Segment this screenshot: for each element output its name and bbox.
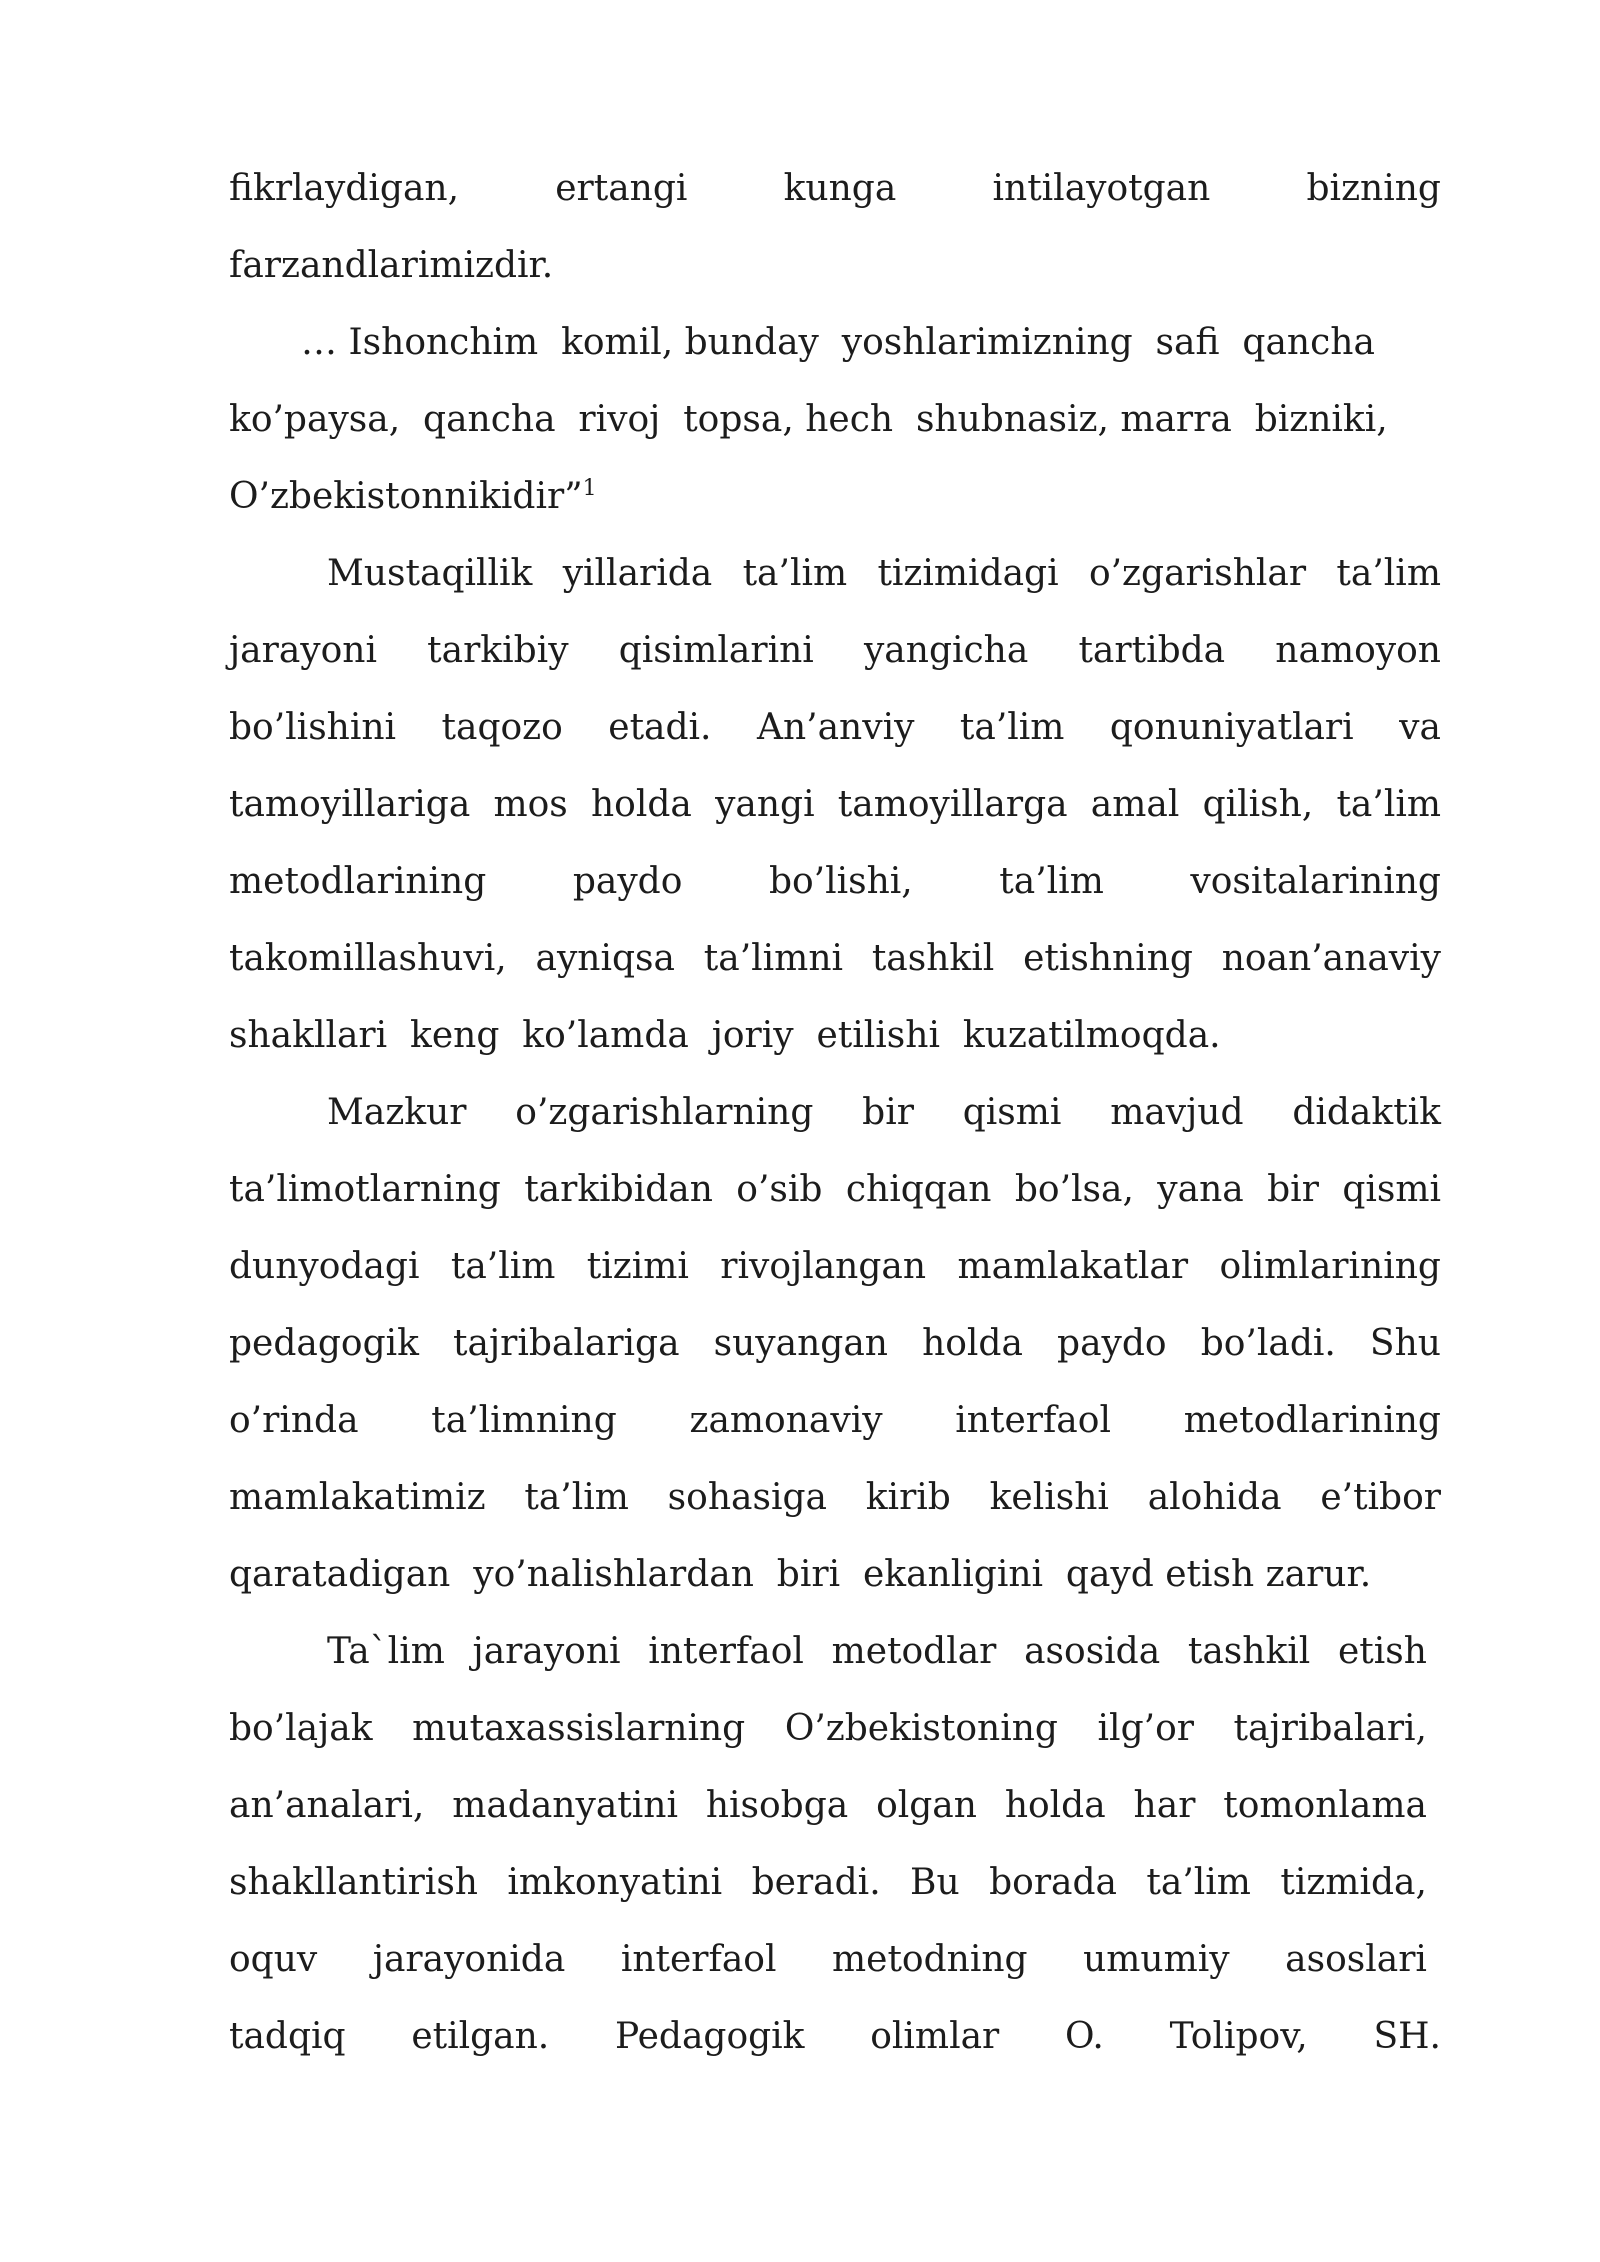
word: paydo	[572, 861, 683, 902]
word: har	[1133, 1785, 1196, 1826]
word: namoyon	[1275, 630, 1441, 671]
word: hisobga	[705, 1785, 849, 1826]
word: ta’limotlarning	[229, 1169, 501, 1210]
word: ta’lim	[1146, 1862, 1251, 1903]
line-text: qaratadigan yo’nalishlardan biri ekanligini qayd etish zarur.	[229, 1554, 1372, 1595]
word: holda	[590, 784, 692, 825]
word: ayniqsa	[535, 938, 675, 979]
word: tamoyillarga	[837, 784, 1068, 825]
word: asoslari	[1285, 1939, 1427, 1980]
text-line	[229, 1921, 1441, 1998]
word: fikrlaydigan,	[229, 168, 460, 209]
line-text: … Ishonchim komil, bunday yoshlarimizning safi qancha	[301, 322, 1375, 363]
text-line	[229, 997, 1441, 1074]
word: interfaol	[955, 1400, 1111, 1441]
word: SH.	[1373, 2016, 1441, 2057]
word: amal	[1090, 784, 1180, 825]
text-line	[229, 535, 1441, 612]
word: qonuniyatlari	[1109, 707, 1354, 748]
word: tashkil	[871, 938, 995, 979]
text-line	[229, 1459, 1441, 1536]
word: olimlar	[870, 2016, 1000, 2057]
text-line	[229, 381, 1441, 458]
word: etish	[1338, 1631, 1427, 1672]
text-line	[229, 843, 1441, 920]
word: O’zbekistoning	[784, 1708, 1058, 1749]
word: tartibda	[1078, 630, 1226, 671]
word: yillarida	[562, 553, 713, 594]
word: bo’ladi.	[1200, 1323, 1336, 1364]
text-line	[229, 1690, 1441, 1767]
word: metodlar	[831, 1631, 997, 1672]
text-line	[229, 1613, 1441, 1690]
word: interfaol	[620, 1939, 777, 1980]
word: vositalarining	[1190, 861, 1441, 902]
word: rivojlangan	[720, 1246, 927, 1287]
word: chiqqan	[845, 1169, 992, 1210]
word: bo’lishi,	[768, 861, 913, 902]
word: yangi	[715, 784, 815, 825]
word: qismi	[962, 1092, 1062, 1133]
word: madanyatini	[452, 1785, 678, 1826]
text-line	[229, 1305, 1441, 1382]
word: o’zgarishlarning	[515, 1092, 814, 1133]
word: ta’lim	[1336, 784, 1441, 825]
footnote-marker: 1	[582, 476, 597, 501]
text-line	[229, 150, 1441, 227]
word: yangicha	[863, 630, 1029, 671]
word: ta’lim	[524, 1477, 629, 1518]
word: pedagogik	[229, 1323, 419, 1364]
word: suyangan	[713, 1323, 888, 1364]
word: ta’limning	[431, 1400, 617, 1441]
text-line	[229, 1844, 1441, 1921]
word: Pedagogik	[614, 2016, 805, 2057]
word: kunga	[783, 168, 897, 209]
word: tizimidagi	[877, 553, 1059, 594]
word: Bu	[910, 1862, 960, 1903]
word: ta’limni	[703, 938, 844, 979]
line-text: farzandlarimizdir.	[229, 245, 554, 286]
word: e’tibor	[1320, 1477, 1441, 1518]
word: ta’lim	[959, 707, 1065, 748]
word: dunyodagi	[229, 1246, 420, 1287]
text-line	[229, 689, 1441, 766]
word: tarkibidan	[524, 1169, 713, 1210]
word: shakllantirish	[229, 1862, 478, 1903]
document-page	[229, 150, 1441, 2075]
word: o’zgarishlar	[1088, 553, 1307, 594]
word: olimlarining	[1219, 1246, 1441, 1287]
text-line	[229, 1151, 1441, 1228]
word: metodlarining	[229, 861, 487, 902]
word: tizmida,	[1280, 1862, 1427, 1903]
text-line	[229, 920, 1441, 997]
word: Ta`lim	[327, 1631, 445, 1672]
word: Shu	[1369, 1323, 1441, 1364]
word: bir	[1267, 1169, 1319, 1210]
word: holda	[1004, 1785, 1106, 1826]
word: interfaol	[648, 1631, 804, 1672]
word: tarkibiy	[427, 630, 569, 671]
word: an’analari,	[229, 1785, 425, 1826]
word: asosida	[1024, 1631, 1161, 1672]
word: tamoyillariga	[229, 784, 471, 825]
word: bizning	[1306, 168, 1441, 209]
word: tajribalariga	[453, 1323, 680, 1364]
word: mavjud	[1110, 1092, 1244, 1133]
word: mamlakatimiz	[229, 1477, 486, 1518]
word: metodning	[832, 1939, 1028, 1980]
text-line	[229, 1074, 1441, 1151]
word: Mustaqillik	[327, 553, 533, 594]
word: ta’lim	[1336, 553, 1441, 594]
word: etilgan.	[411, 2016, 550, 2057]
line-text: O’zbekistonnikidir”	[229, 476, 583, 517]
line-text: shakllari keng ko’lamda joriy etilishi kuzatilmoqda.	[229, 1015, 1221, 1056]
word: tadqiq	[229, 2016, 346, 2057]
text-line	[229, 1382, 1441, 1459]
word: etishning	[1023, 938, 1193, 979]
word: takomillashuvi,	[229, 938, 507, 979]
word: mamlakatlar	[957, 1246, 1189, 1287]
word: qilish,	[1202, 784, 1314, 825]
word: ta’lim	[999, 861, 1104, 902]
word: ertangi	[555, 168, 688, 209]
word: ta’lim	[450, 1246, 556, 1287]
word: zamonaviy	[689, 1400, 883, 1441]
word: va	[1399, 707, 1441, 748]
word: bir	[862, 1092, 914, 1133]
line-text: ko’paysa, qancha rivoj topsa, hech shubnasiz, marra bizniki,	[229, 399, 1388, 440]
word: intilayotgan	[992, 168, 1211, 209]
word: kirib	[865, 1477, 951, 1518]
word: yana	[1157, 1169, 1244, 1210]
word: O.	[1065, 2016, 1104, 2057]
word: o’sib	[736, 1169, 823, 1210]
text-line	[229, 304, 1441, 381]
text-line	[229, 1767, 1441, 1844]
word: qismi	[1342, 1169, 1441, 1210]
word: tizimi	[586, 1246, 689, 1287]
word: ilg’or	[1097, 1708, 1194, 1749]
word: tashkil	[1187, 1631, 1311, 1672]
word: bo’lajak	[229, 1708, 373, 1749]
text-line	[229, 766, 1441, 843]
text-line	[229, 458, 1441, 535]
word: mutaxassislarning	[412, 1708, 746, 1749]
word: jarayoni	[229, 630, 378, 671]
word: tomonlama	[1223, 1785, 1427, 1826]
word: beradi.	[751, 1862, 881, 1903]
word: jarayonida	[372, 1939, 566, 1980]
word: alohida	[1147, 1477, 1282, 1518]
word: paydo	[1057, 1323, 1167, 1364]
word: mos	[493, 784, 568, 825]
word: ta’lim	[742, 553, 848, 594]
word: kelishi	[989, 1477, 1109, 1518]
word: sohasiga	[667, 1477, 827, 1518]
text-line	[229, 1228, 1441, 1305]
word: didaktik	[1292, 1092, 1441, 1133]
word: olgan	[876, 1785, 977, 1826]
text-line	[229, 612, 1441, 689]
word: taqozo	[441, 707, 563, 748]
word: noan’anaviy	[1221, 938, 1441, 979]
word: Mazkur	[327, 1092, 467, 1133]
word: An’anviy	[756, 707, 915, 748]
word: umumiy	[1083, 1939, 1230, 1980]
word: bo’lishini	[229, 707, 397, 748]
word: oquv	[229, 1939, 318, 1980]
word: etadi.	[608, 707, 712, 748]
text-line	[229, 227, 1441, 304]
word: metodlarining	[1183, 1400, 1441, 1441]
word: imkonyatini	[507, 1862, 723, 1903]
word: qisimlarini	[618, 630, 814, 671]
word: jarayoni	[472, 1631, 621, 1672]
word: tajribalari,	[1233, 1708, 1427, 1749]
text-line	[229, 1536, 1441, 1613]
word: o’rinda	[229, 1400, 359, 1441]
word: borada	[989, 1862, 1117, 1903]
word: bo’lsa,	[1014, 1169, 1134, 1210]
word: holda	[922, 1323, 1023, 1364]
word: Tolipov,	[1169, 2016, 1308, 2057]
text-line	[229, 1998, 1441, 2075]
